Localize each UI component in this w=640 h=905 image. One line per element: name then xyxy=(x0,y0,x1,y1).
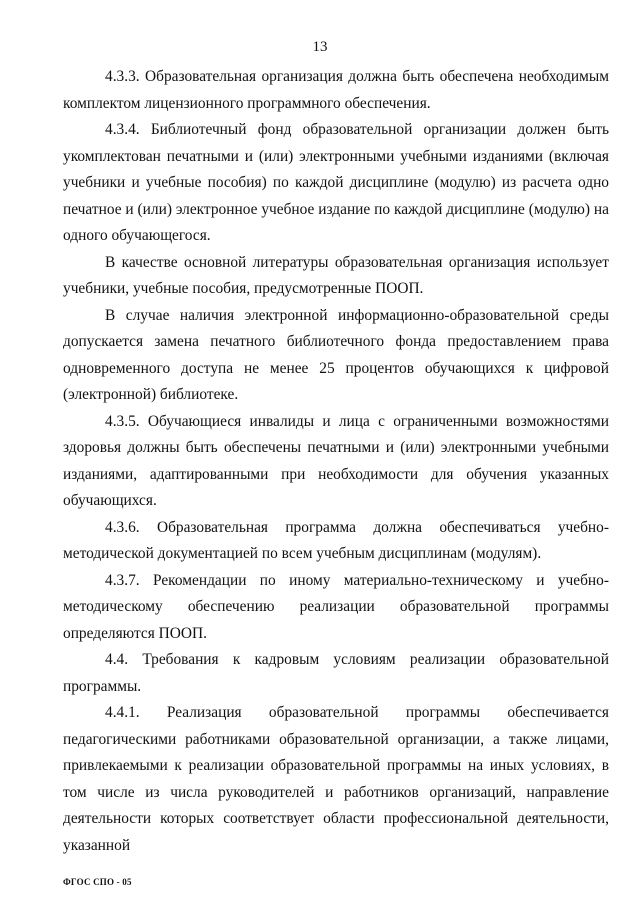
paragraph-4-3-3: 4.3.3. Образовательная организация должна быть обеспечена необходимым комплектом лицензионного программного обеспечения. xyxy=(63,68,609,112)
paragraph-4-3-6: 4.3.6. Образовательная программа должна обеспечиваться учебно-методической документацией по всем учебным дисциплинам (модулям). xyxy=(63,518,609,562)
footer-code: ФГОС СПО - 05 xyxy=(63,877,132,887)
paragraph-4-4: 4.4. Требования к кадровым условиям реализации образовательной программы. xyxy=(63,651,609,695)
paragraph-electronic-environment: В случае наличия электронной информационно-образовательной среды допускается замена печатного библиотечного фонда предоставлением права одновременного доступа не менее 25 процентов обучающихся к цифровой (электронной) библиотеке. xyxy=(63,306,609,403)
paragraph-4-3-4: 4.3.4. Библиотечный фонд образовательной организации должен быть укомплектован печатными и (или) электронными учебными изданиями (включая учебники и учебные пособия) по каждой дисциплине (модулю) из расчета одно печатное и (или) электронное учебное издание по каждой дисциплине (модулю) на одного обучающегося. xyxy=(63,121,609,244)
paragraph-4-3-7: 4.3.7. Рекомендации по иному материально-техническому и учебно-методическому обеспечению реализации образовательной программы определяются ПООП. xyxy=(63,571,609,642)
page-number: 13 xyxy=(312,39,328,55)
document-body xyxy=(63,64,609,859)
paragraph-4-4-1: 4.4.1. Реализация образовательной программы обеспечивается педагогическими работниками образовательной организации, а также лицами, привлекаемыми к реализации образовательной программы на иных условиях, в том числе из числа руководителей и работников организаций, направление деятельности которых соответствует области профессиональной деятельности, указанной xyxy=(63,704,609,854)
paragraph-main-literature: В качестве основной литературы образовательная организация использует учебники, учебные пособия, предусмотренные ПООП. xyxy=(63,253,609,297)
paragraph-4-3-5: 4.3.5. Обучающиеся инвалиды и лица с ограниченными возможностями здоровья должны быть обеспечены печатными и (или) электронными учебными изданиями, адаптированными при необходимости для обучения указанных обучающихся. xyxy=(63,412,609,509)
